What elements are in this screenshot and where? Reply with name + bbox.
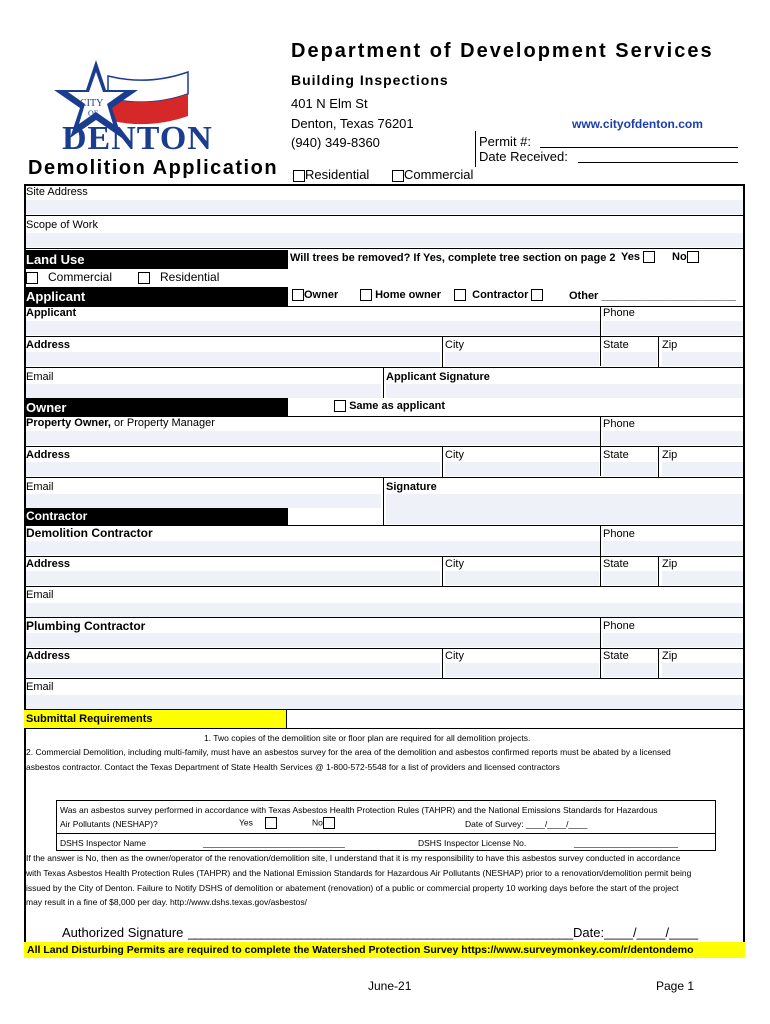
applicant-name-label: Applicant [26, 307, 77, 319]
date-of-survey[interactable]: Date of Survey: ____/____/____ [465, 819, 588, 829]
owner-city-field[interactable] [445, 462, 599, 476]
owner-label: Owner [304, 289, 339, 301]
disclaimer-line2: with Texas Asbestos Health Protection Rules (TAHPR) and the National Emission Standards for Hazardous Air Pollutants (NESHAP) prior to a renovation/demolition permit being [26, 868, 692, 878]
trees-no-checkbox[interactable] [687, 251, 699, 263]
applicant-phone-field[interactable] [603, 321, 743, 335]
logo-of-text: OF [88, 109, 99, 118]
applicant-signature-label: Applicant Signature [386, 371, 490, 383]
same-as-applicant-option[interactable] [334, 400, 445, 412]
dshs-license-line[interactable]: ______________________ [574, 838, 679, 848]
plumbing-phone-label: Phone [603, 620, 635, 632]
plumbing-city-field[interactable] [445, 663, 599, 677]
plumbing-zip-label: Zip [662, 650, 678, 662]
home-owner-label: Home owner [375, 289, 442, 301]
requirement-1: 1. Two copies of the demolition site or floor plan are required for all demolition projects. [204, 733, 531, 743]
plumbing-address-label: Address [26, 650, 71, 662]
land-use-residential-option[interactable] [138, 270, 219, 284]
plumbing-zip-field[interactable] [662, 663, 743, 677]
authorized-signature-line[interactable]: __________________________________________________________ [188, 925, 573, 940]
applicant-header: Applicant [24, 287, 288, 306]
owner-state-label: State [603, 449, 629, 461]
division-title: Building Inspections [291, 72, 449, 88]
office-phone: (940) 349-8360 [291, 135, 380, 150]
trees-no-label: No [672, 251, 687, 263]
form-title: Demolition Application [28, 157, 279, 179]
owner-signature-label: Signature [386, 481, 437, 493]
contractor-checkbox-2[interactable] [531, 289, 543, 301]
website-link[interactable]: www.cityofdenton.com [572, 117, 703, 131]
trees-yes-option[interactable] [621, 251, 655, 263]
demolition-state-field[interactable] [603, 571, 657, 585]
applicant-email-field[interactable] [26, 384, 381, 398]
owner-email-label: Email [26, 481, 54, 493]
permit-number-label: Permit #: [479, 134, 532, 149]
submittal-header: Submittal Requirements [24, 710, 287, 728]
home-owner-checkbox[interactable] [360, 289, 372, 301]
applicant-address-field[interactable] [26, 352, 440, 366]
commercial-label: Commercial [404, 167, 474, 182]
survey-yes-checkbox[interactable] [265, 817, 277, 829]
page-number: Page 1 [656, 979, 695, 993]
residential-label: Residential [305, 167, 370, 182]
applicant-email-label: Email [26, 371, 54, 383]
plumbing-city-label: City [445, 650, 464, 662]
applicant-city-field[interactable] [445, 352, 599, 366]
demolition-zip-field[interactable] [662, 571, 743, 585]
property-owner-rest: or Property Manager [110, 417, 215, 429]
owner-checkbox[interactable] [292, 289, 304, 301]
residential-checkbox[interactable] [293, 170, 305, 182]
demolition-email-label: Email [26, 589, 54, 601]
watershed-notice: All Land Disturbing Permits are required to complete the Watershed Protection Survey https://www.surveymonkey.com/r/dentondemo [24, 942, 745, 958]
city-logo [38, 58, 233, 158]
demolition-address-field[interactable] [26, 571, 440, 585]
contractor-header: Contractor [24, 508, 288, 525]
dshs-inspector-name-line[interactable]: ______________________________ [203, 838, 345, 848]
site-address-label: Site Address [26, 186, 88, 198]
demolition-address-label: Address [26, 558, 71, 570]
scope-of-work-label: Scope of Work [26, 219, 98, 231]
plumbing-address-field[interactable] [26, 663, 440, 677]
site-address-field[interactable] [26, 200, 743, 214]
owner-city-label: City [445, 449, 464, 461]
land-use-commercial-label: Commercial [48, 270, 113, 284]
demolition-city-field[interactable] [445, 571, 599, 585]
disclaimer-line4: may result in a fine of $8,000 per day. http://www.dshs.texas.gov/asbestos/ [26, 897, 307, 907]
dshs-inspector-name-label: DSHS Inspector Name [60, 838, 146, 848]
trees-no-option[interactable] [672, 251, 699, 263]
owner-phone-field[interactable] [603, 431, 743, 445]
land-use-commercial-checkbox[interactable] [26, 272, 38, 284]
same-as-applicant-checkbox[interactable] [334, 400, 346, 412]
land-use-residential-label: Residential [160, 270, 220, 284]
demolition-state-label: State [603, 558, 629, 570]
applicant-type-contractor[interactable] [454, 289, 543, 301]
plumbing-contractor-label: Plumbing Contractor [26, 619, 146, 633]
plumbing-phone-field[interactable] [603, 633, 743, 647]
demolition-phone-field[interactable] [603, 541, 743, 555]
authorized-signature-label: Authorized Signature [62, 925, 184, 940]
property-owner-field[interactable] [26, 431, 600, 445]
survey-no-checkbox[interactable] [323, 817, 335, 829]
trees-yes-checkbox[interactable] [643, 251, 655, 263]
survey-yes-option[interactable] [239, 817, 277, 829]
applicant-state-label: State [603, 339, 629, 351]
survey-question-line2: Air Pollutants (NESHAP)? [60, 819, 158, 829]
demolition-zip-label: Zip [662, 558, 678, 570]
contractor-label: Contractor [472, 289, 529, 301]
city-state-zip: Denton, Texas 76201 [291, 116, 414, 131]
applicant-zip-field[interactable] [662, 352, 743, 366]
plumbing-email-field[interactable] [26, 695, 743, 709]
plumbing-state-label: State [603, 650, 629, 662]
same-as-applicant-label: Same as applicant [349, 400, 446, 412]
owner-zip-label: Zip [662, 449, 678, 461]
disclaimer-line3: issued by the City of Denton. Failure to Notify DSHS of demolition or abatement (renovation) of a public or commercial property 10 working days before the start of the project [26, 883, 679, 893]
applicant-address-label: Address [26, 339, 71, 351]
plumbing-state-field[interactable] [603, 663, 657, 677]
logo-denton-text: DENTON [62, 120, 213, 157]
owner-zip-field[interactable] [662, 462, 743, 476]
signature-date[interactable]: Date:____/____/____ [573, 925, 699, 940]
owner-address-field[interactable] [26, 462, 440, 476]
date-received-label: Date Received: [479, 149, 568, 164]
requirement-2-line1: 2. Commercial Demolition, including multi-family, must have an asbestos survey for the area of the demolition and asbestos confirmed reports must be abated by a licensed [26, 747, 671, 757]
owner-header: Owner [24, 398, 288, 417]
demolition-city-label: City [445, 558, 464, 570]
owner-phone-label: Phone [603, 418, 635, 430]
demolition-contractor-label: Demolition Contractor [26, 526, 153, 540]
applicant-zip-label: Zip [662, 339, 678, 351]
owner-address-label: Address [26, 449, 71, 461]
survey-no-label: No [312, 817, 323, 828]
applicant-type-home-owner[interactable] [360, 289, 441, 301]
property-owner-bold: Property Owner, [26, 417, 111, 429]
date-received-field[interactable] [578, 149, 738, 163]
applicant-type-other[interactable]: Other ______________________ [569, 290, 736, 302]
department-title: Department of Development Services [291, 40, 714, 62]
trees-yes-label: Yes [621, 251, 640, 263]
commercial-checkbox[interactable] [392, 170, 404, 182]
owner-state-field[interactable] [603, 462, 657, 476]
applicant-city-label: City [445, 339, 464, 351]
street-address: 401 N Elm St [291, 96, 368, 111]
requirement-2-line2: asbestos contractor. Contact the Texas Department of State Health Services @ 1-800-572-5548 for a list of providers and licensed contractors [26, 762, 560, 772]
commercial-option[interactable] [392, 167, 473, 182]
scope-of-work-field[interactable] [26, 233, 743, 247]
applicant-phone-label: Phone [603, 307, 635, 319]
property-owner-label [26, 417, 215, 429]
applicant-signature-field[interactable] [386, 384, 743, 398]
applicant-type-owner[interactable] [292, 289, 338, 301]
land-use-header: Land Use [24, 250, 288, 269]
plumbing-email-label: Email [26, 681, 54, 693]
land-use-commercial-option[interactable] [26, 270, 112, 284]
applicant-name-field[interactable] [26, 321, 600, 335]
owner-signature-field[interactable] [386, 494, 743, 524]
trees-question: Will trees be removed? If Yes, complete tree section on page 2 [290, 252, 616, 264]
residential-option[interactable] [293, 167, 369, 182]
permit-number-field[interactable] [540, 134, 738, 148]
survey-question-line1: Was an asbestos survey performed in accordance with Texas Asbestos Health Protection Rules (TAHPR) and the National Emissions Standards for Hazardous [60, 805, 658, 815]
dshs-license-label: DSHS Inspector License No. [418, 838, 527, 848]
plumbing-contractor-field[interactable] [26, 633, 600, 647]
footer-date: June-21 [368, 979, 412, 993]
land-use-residential-checkbox[interactable] [138, 272, 150, 284]
demolition-contractor-field[interactable] [26, 541, 600, 555]
demolition-email-field[interactable] [26, 603, 743, 617]
owner-email-field[interactable] [26, 494, 381, 508]
survey-no-option[interactable] [312, 817, 335, 829]
applicant-state-field[interactable] [603, 352, 657, 366]
logo-city-text: CITY [80, 98, 104, 109]
contractor-checkbox[interactable] [454, 289, 466, 301]
disclaimer-line1: If the answer is No, then as the owner/operator of the renovation/demolition site, I understand that it is my responsibility to have this asbestos survey conducted in accordance [26, 853, 681, 863]
demolition-phone-label: Phone [603, 528, 635, 540]
survey-yes-label: Yes [239, 817, 253, 828]
